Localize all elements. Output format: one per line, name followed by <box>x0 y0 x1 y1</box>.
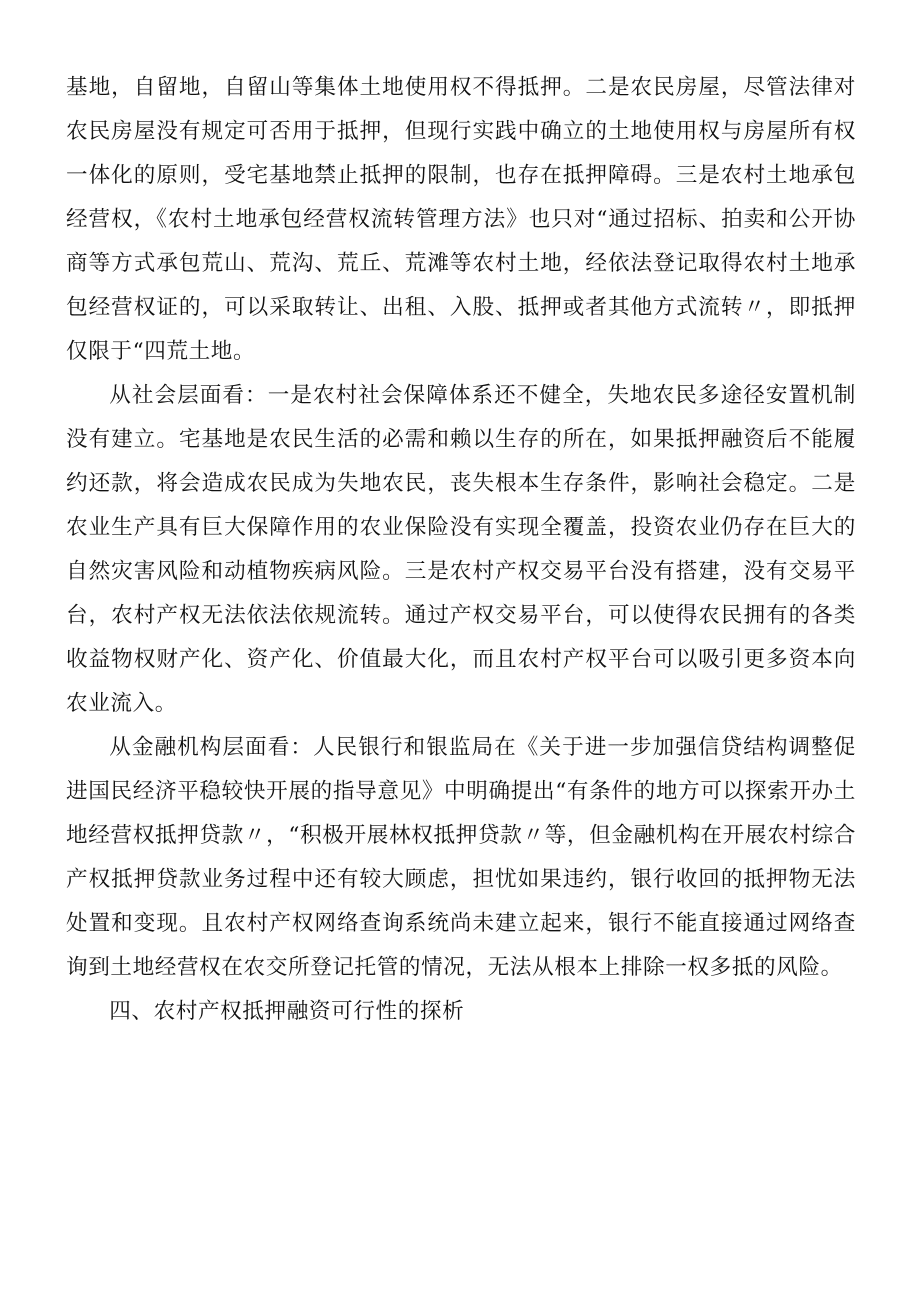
section-heading: 四、农村产权抵押融资可行性的探析 <box>109 999 465 1024</box>
document-body <box>66 66 856 1034</box>
paragraph-financial-level: 从金融机构层面看：人民银行和银监局在《关于进一步加强信贷结构调整促进国民经济平稳较快开展的指导意见》中明确提出“有条件的地方可以探索开办土地经营权抵押贷款〃，“积极开展林权抵押贷款〃等，但金融机构在开展农村综合产权抵押贷款业务过程中还有较大顾虑，担忧如果违约，银行收回的抵押物无法处置和变现。且农村产权网络查询系统尚未建立起来，银行不能直接通过网络查询到土地经营权在农交所登记托管的情况，无法从根本上排除一权多抵的风险。 <box>66 735 856 980</box>
paragraph-continued: 基地，自留地，自留山等集体土地使用权不得抵押。二是农民房屋，尽管法律对农民房屋没有规定可否用于抵押，但现行实践中确立的土地使用权与房屋所有权一体化的原则，受宅基地禁止抵押的限制，也存在抵押障碍。三是农村土地承包经营权，《农村土地承包经营权流转管理方法》也只对“通过招标、拍卖和公开协商等方式承包荒山、荒沟、荒丘、荒滩等农村土地，经依法登记取得农村土地承包经营权证的，可以采取转让、出租、入股、抵押或者其他方式流转〃，即抵押仅限于“四荒土地。 <box>66 75 856 364</box>
paragraph-social-level: 从社会层面看：一是农村社会保障体系还不健全，失地农民多途径安置机制没有建立。宅基地是农民生活的必需和赖以生存的所在，如果抵押融资后不能履约还款，将会造成农民成为失地农民，丧失根本生存条件，影响社会稳定。二是农业生产具有巨大保障作用的农业保险没有实现全覆盖，投资农业仍存在巨大的自然灾害风险和动植物疾病风险。三是农村产权交易平台没有搭建，没有交易平台，农村产权无法依法依规流转。通过产权交易平台，可以使得农民拥有的各类收益物权财产化、资产化、价值最大化，而且农村产权平台可以吸引更多资本向农业流入。 <box>66 383 856 716</box>
